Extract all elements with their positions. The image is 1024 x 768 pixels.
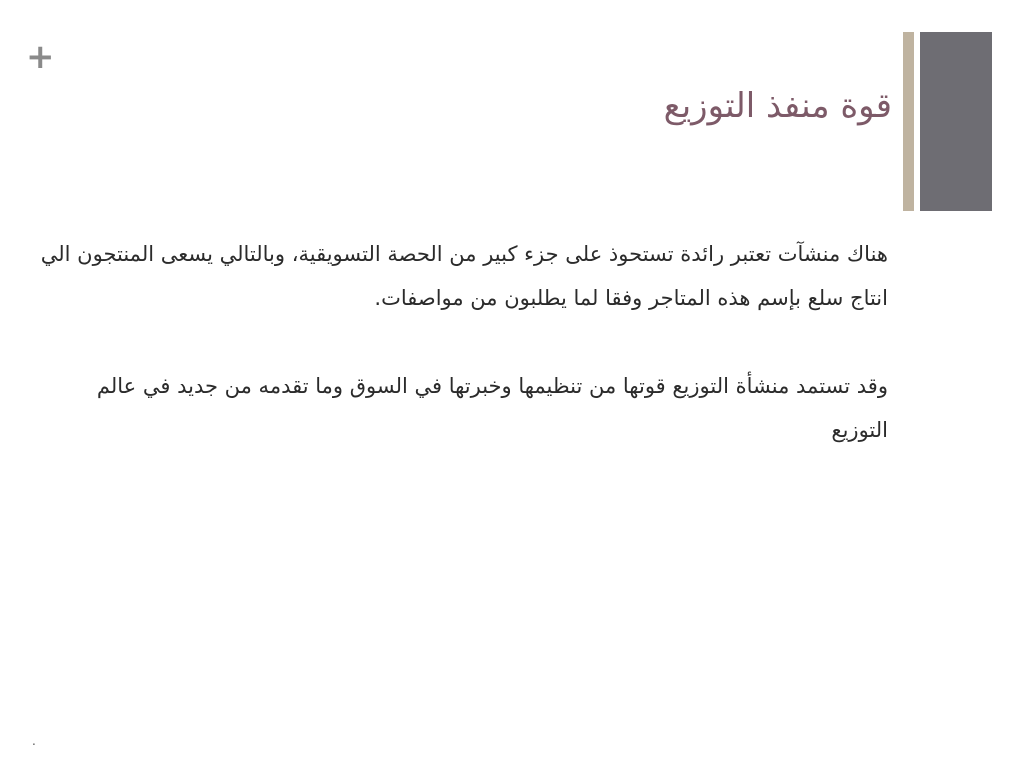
footer-mark: . xyxy=(32,734,36,748)
accent-bar-thin xyxy=(903,32,914,211)
slide-title: قوة منفذ التوزيع xyxy=(663,86,892,126)
slide-body xyxy=(34,232,888,496)
body-paragraph-2: وقد تستمد منشأة التوزيع قوتها من تنظيمها وخبرتها في السوق وما تقدمه من جديد في عالم التوزيع xyxy=(96,374,888,442)
body-paragraph-1: هناك منشآت تعتبر رائدة تستحوذ على جزء كبير من الحصة التسويقية، وبالتالي يسعى المنتجون الي انتاج سلع بإسم هذه المتاجر وفقا لما يطلبون من مواصفات. xyxy=(40,242,888,310)
accent-bar-thick xyxy=(920,32,992,211)
plus-icon: + xyxy=(26,37,55,77)
